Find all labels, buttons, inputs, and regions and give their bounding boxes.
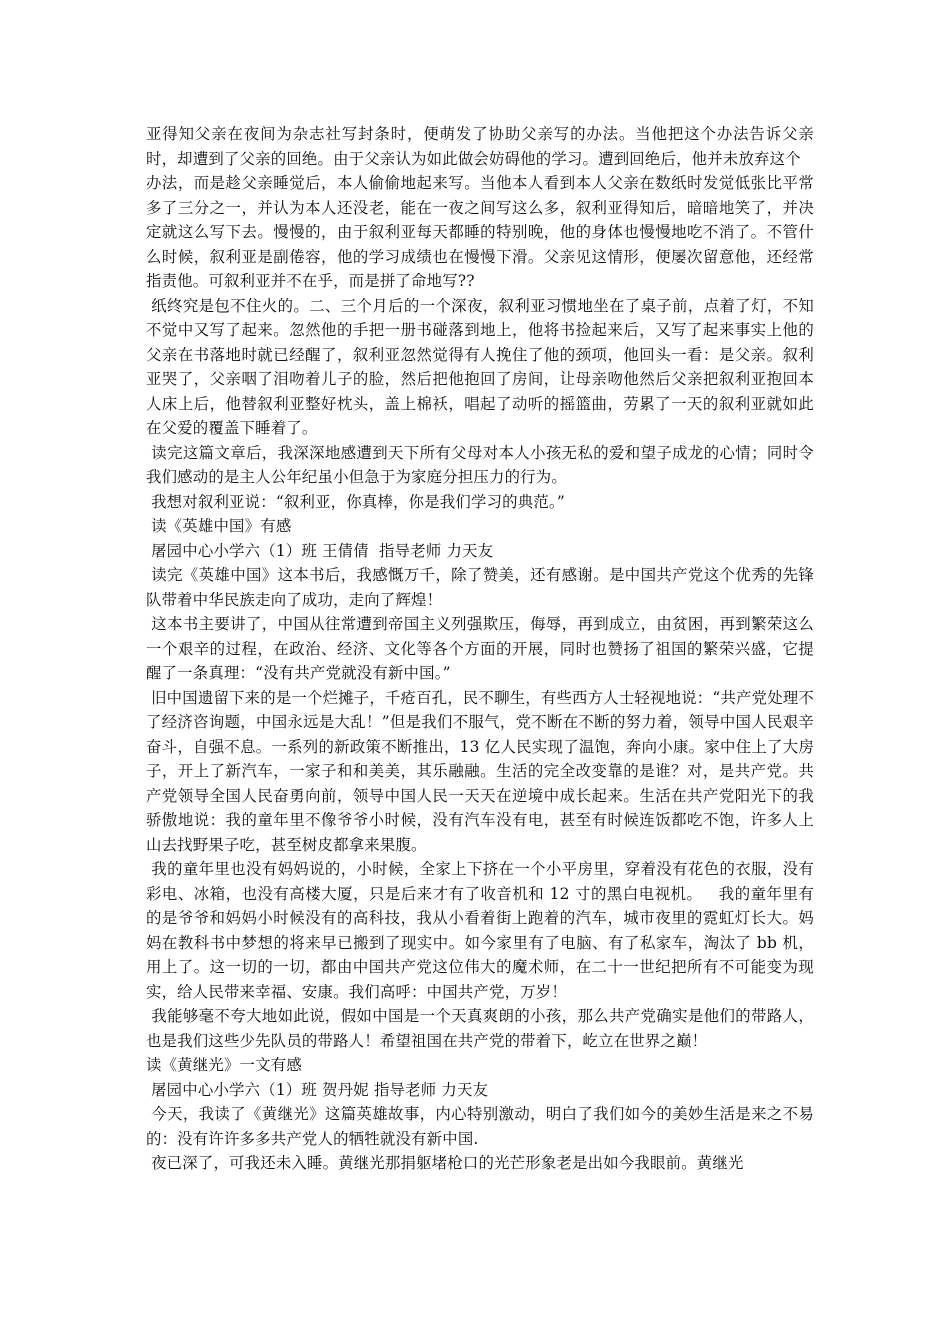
paragraph: 我想对叙利亚说：“叙利亚，你真棒，你是我们学习的典范。”	[146, 492, 565, 511]
paragraph: 纸终究是包不住火的。二、三个月后的一个深夜，叙利亚习惯地坐在了桌子前，点着了灯，不知不觉中又写了起来。忽然他的手把一册书碰落到地上，他将书捡起来后，又写了起来事实上他的父亲在书落地时就已经醒了，叙利亚忽然觉得有人挽住了他的颈项，他回头一看：是父亲。叙利亚哭了，父亲咽了泪吻着儿子的脸，然后把他抱回了房间，让母亲吻他然后父亲把叙利亚抱回本人床上后，他替叙利亚整好枕头，盖上棉袄，唱起了动听的摇篮曲，劳累了一天的叙利亚就如此在父爱的覆盖下睡着了。	[146, 296, 815, 437]
paragraph: 今天，我读了《黄继光》这篇英雄故事，内心特别激动，明白了我们如今的美妙生活是来之不易的：没有许许多多共产党人的牺牲就没有新中国.	[146, 1105, 815, 1148]
paragraph: 读完这篇文章后，我深深地感遭到天下所有父母对本人小孩无私的爱和望子成龙的心情；同时令我们感动的是主人公年纪虽小但急于为家庭分担压力的行为。	[146, 443, 815, 486]
section-title: 读《黄继光》一文有感	[146, 1056, 302, 1074]
document-body	[146, 122, 814, 1176]
paragraph: 亚得知父亲在夜间为杂志社写封条时，便萌发了协助父亲写的办法。当他把这个办法告诉父亲时，却遭到了父亲的回绝。由于父亲认为如此做会妨碍他的学习。遭到回绝后，他并未放弃这个	[146, 125, 814, 168]
paragraph: 我能够毫不夸大地如此说，假如中国是一个天真爽朗的小孩，那么共产党确实是他们的带路人，也是我们这些少先队员的带路人！希望祖国在共产党的带着下，屹立在世界之巅！	[146, 1007, 815, 1050]
paragraph: 夜已深了，可我还未入睡。黄继光那捐躯堵枪口的光芒形象老是出如今我眼前。黄继光	[146, 1154, 744, 1172]
paragraph: 旧中国遗留下来的是一个烂摊子，千疮百孔，民不聊生，有些西方人士轻视地说：“共产党处理不了经济咨询题，中国永远是大乱！”但是我们不服气，党不断在不断的努力着，领导中国人民艰辛奋斗，自强不息。一系列的新政策不断推出，13 亿人民实现了温饱，奔向小康。家中住上了大房子，开上了新汽车，一家子和和美美，其乐融融。生活的完全改变靠的是谁？对，是共产党。共产党领导全国人民奋勇向前，领导中国人民一天天在逆境中成长起来。生活在共产党阳光下的我骄傲地说：我的童年里不像爷爷小时候，没有汽车没有电，甚至有时候连饭都吃不饱，许多人上山去找野果子吃，甚至树皮都拿来果腹。	[146, 688, 814, 854]
paragraph: 办法，而是趁父亲睡觉后，本人偷偷地起来写。当他本人看到本人父亲在数纸时发觉低张比平常多了三分之一，并认为本人还没老，能在一夜之间写这么多，叙利亚得知后，暗暗地笑了，并决定就这么写下去。慢慢的，由于叙利亚每天都睡的特别晚，他的身体也慢慢地吃不消了。不管什么时候，叙利亚是副倦容，他的学习成绩也在慢慢下滑。父亲见这情形，便屡次留意他，还经常指责他。可叙利亚并不在乎，而是拼了命地写??	[146, 174, 814, 290]
paragraph: 读完《英雄中国》这本书后，我感慨万千，除了赞美，还有感谢。是中国共产党这个优秀的先锋队带着中华民族走向了成功，走向了辉煌！	[146, 566, 815, 609]
paragraph: 我的童年里也没有妈妈说的，小时候，全家上下挤在一个小平房里，穿着没有花色的衣服，没有彩电、冰箱，也没有高楼大厦，只是后来才有了收音机和 12 寸的黑白电视机。 我的童年里有的是爷爷和妈妈小时候没有的高科技，我从小看着街上跑着的汽车，城市夜里的霓虹灯长大。妈妈在教科书中梦想的将来早已搬到了现实中。如今家里有了电脑、有了私家车，淘汰了 bb 机，用上了。这一切的一切，都由中国共产党这位伟大的魔术师，在二十一世纪把所有不可能变为现实，给人民带来幸福、安康。我们高呼：中国共产党，万岁！	[146, 860, 815, 1001]
paragraph: 这本书主要讲了，中国从往常遭到帝国主义列强欺压，侮辱，再到成立，由贫困，再到繁荣这么一个艰辛的过程，在政治、经济、文化等各个方面的开展，同时也赞扬了祖国的繁荣兴盛，它提醒了一条真理：“没有共产党就没有新中国。”	[146, 615, 815, 682]
author-line: 屠园中心小学六（1）班 贺丹妮 指导老师 力天友	[146, 1080, 489, 1099]
author-line: 屠园中心小学六（1）班 王倩倩 指导老师 力天友	[146, 541, 494, 560]
section-title: 读《英雄中国》有感	[146, 517, 292, 535]
